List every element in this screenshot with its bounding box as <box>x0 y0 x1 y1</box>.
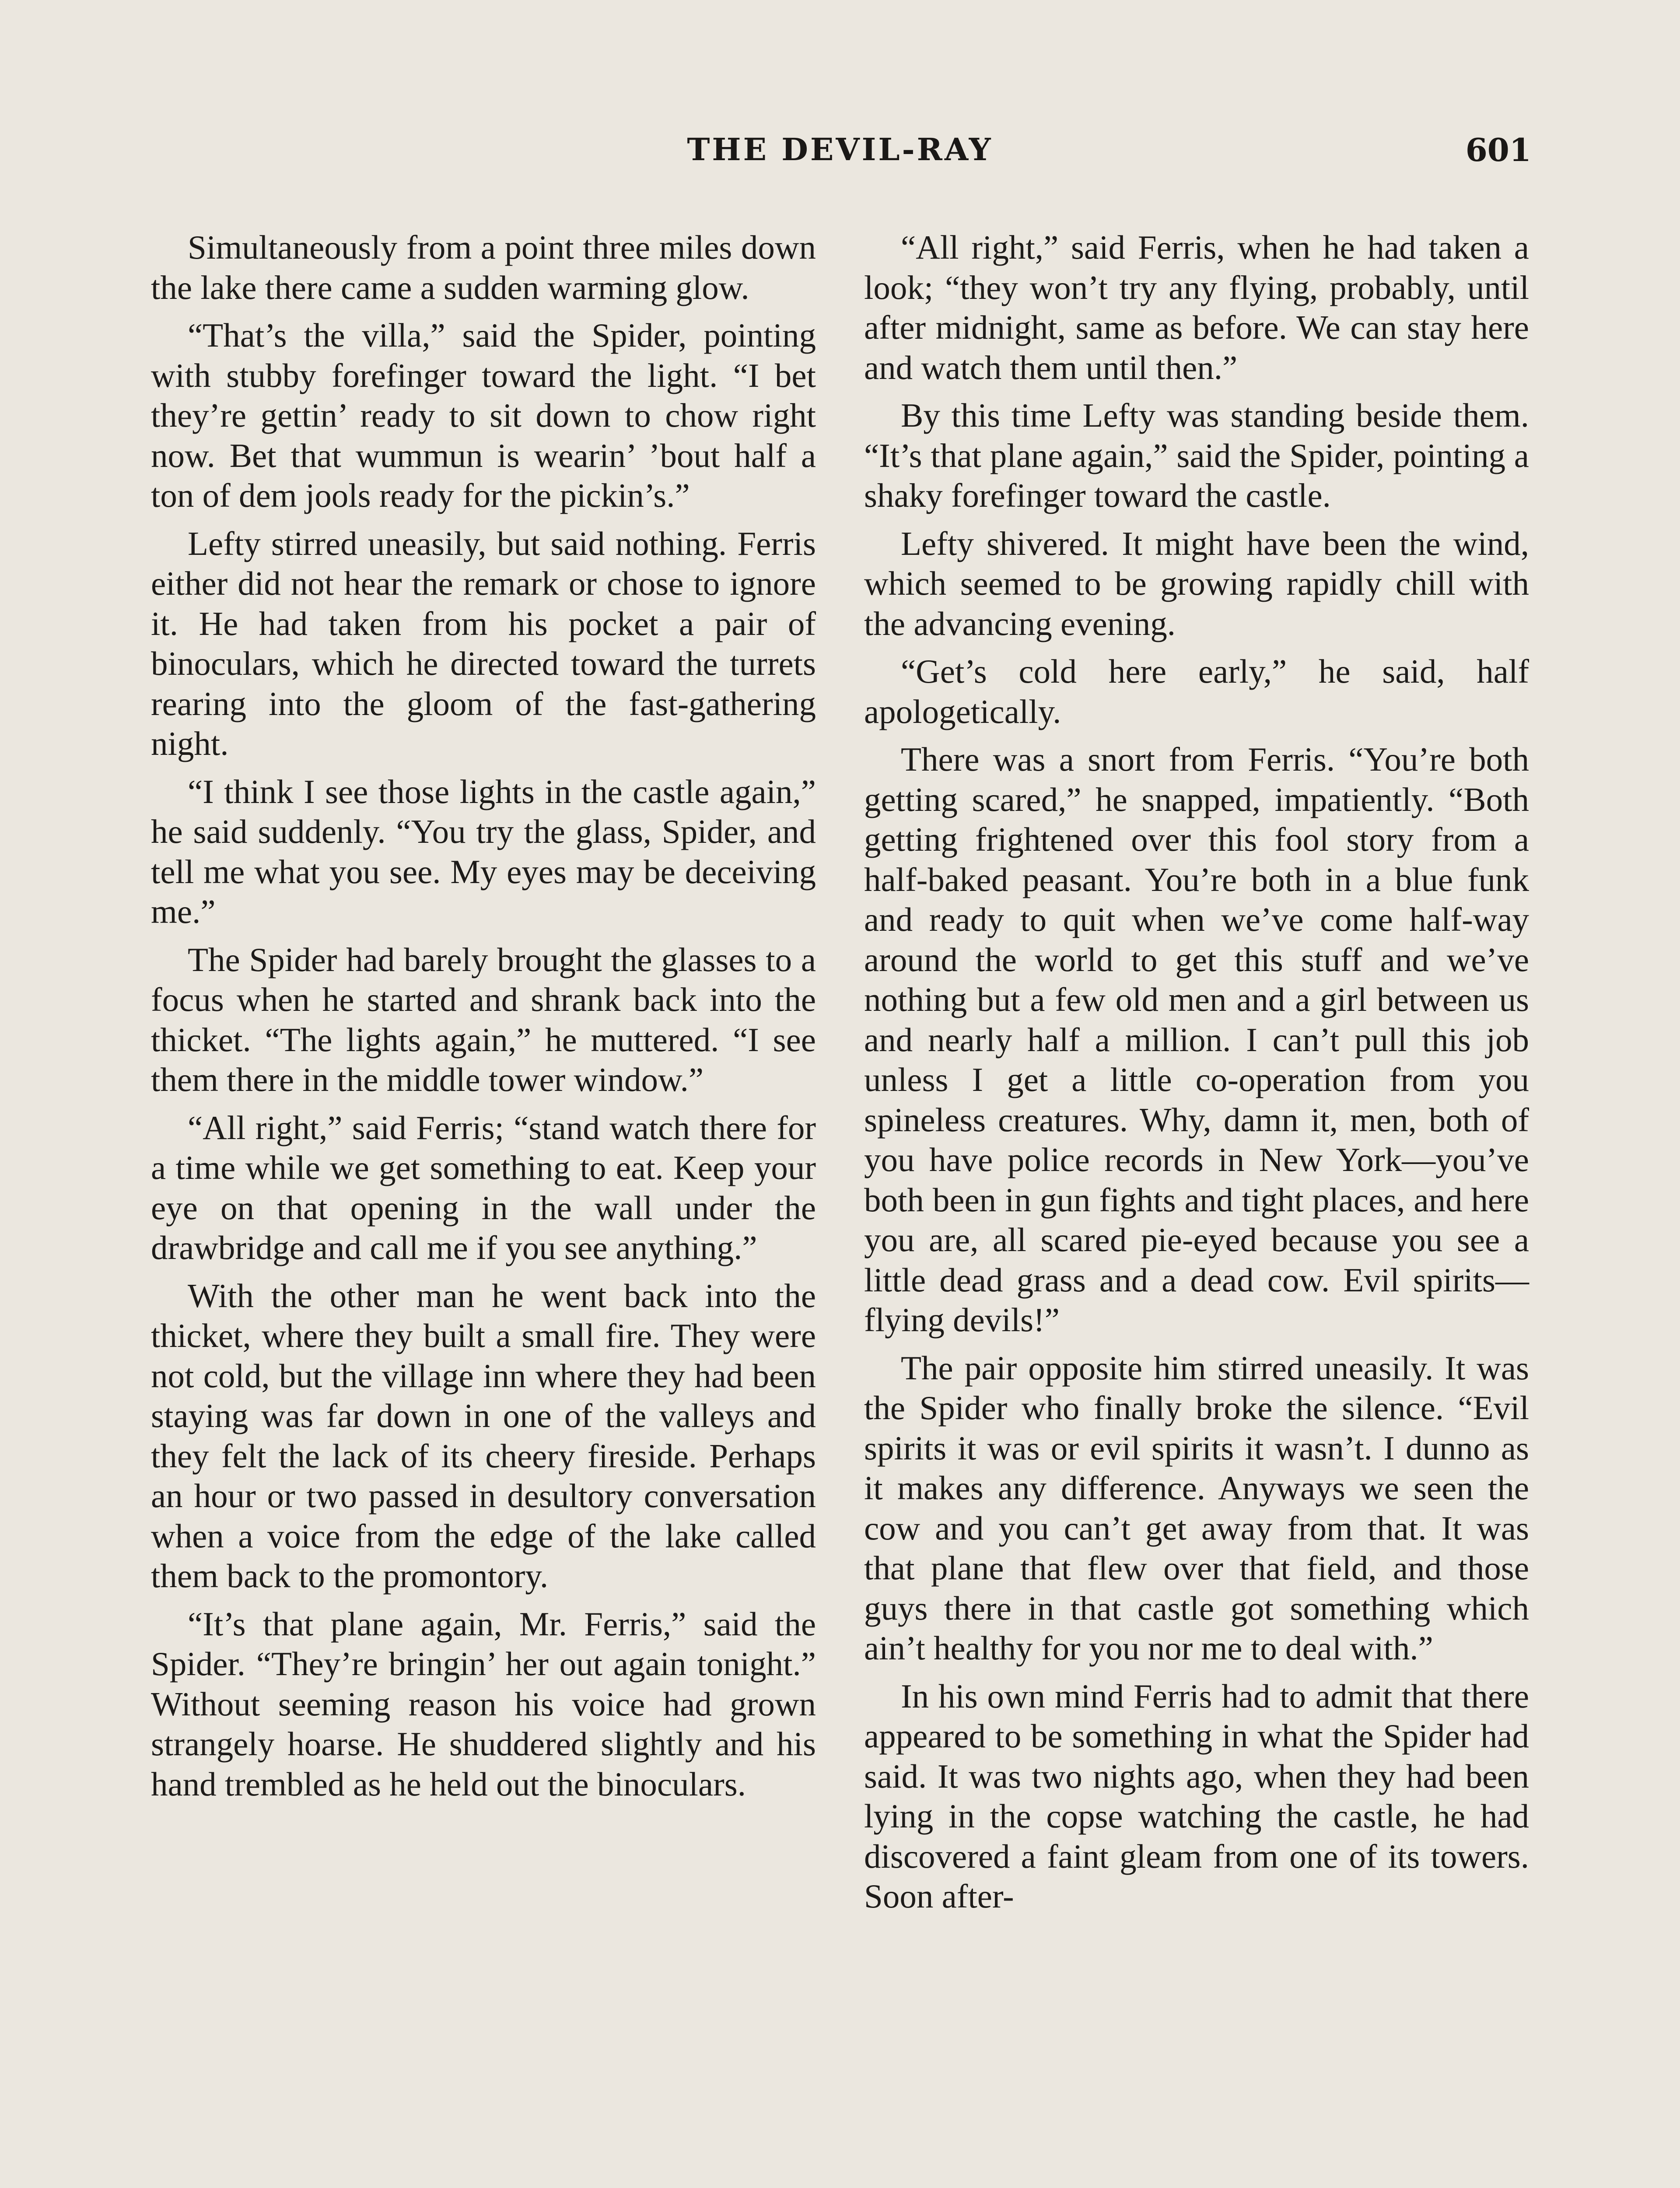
paragraph: With the other man he went back into the thicket, where they built a small fire. They were not cold, but the village inn where they had been staying was far down in one of the valleys and they felt the lack of its cheery fireside. Perhaps an hour or two passed in desultory conversation when a voice from the edge of the lake called them back to the promontory. <box>151 1276 816 1595</box>
paragraph: The Spider had barely brought the glasses to a focus when he started and shrank back into the thicket. “The lights again,” he muttered. “I see them there in the middle tower window.” <box>151 940 816 1098</box>
paragraph: The pair opposite him stirred uneasily. It was the Spider who finally broke the silence. “Evil spirits it was or evil spirits it wasn’t. I dunno as it makes any difference. Anyways we seen the cow and you can’t get away from that. It was that plane that flew over that field, and those guys there in that castle got something which ain’t healthy for you nor me to deal with.” <box>864 1349 1529 1667</box>
paragraph: By this time Lefty was standing beside them. “It’s that plane again,” said the Spider, pointing a shaky forefinger toward the castle. <box>864 396 1529 514</box>
page-header <box>149 131 1531 184</box>
paragraph: “That’s the villa,” said the Spider, pointing with stubby forefinger toward the light. “I bet they’re gettin’ ready to sit down to chow right now. Bet that wummun is wearin’ ’bout half a ton of dem jools ready for the pickin’s.” <box>151 316 816 514</box>
paragraph: “Get’s cold here early,” he said, half apologetically. <box>864 652 1529 730</box>
paragraph: Lefty stirred uneasily, but said nothing. Ferris either did not hear the remark or chose to ignore it. He had taken from his pocket a pair of binoculars, which he directed toward the turrets rearing into the gloom of the fast-gathering night. <box>151 524 816 762</box>
left-column <box>151 228 816 1804</box>
right-column <box>864 228 1529 1917</box>
paragraph: There was a snort from Ferris. “You’re both getting scared,” he snapped, impatiently. “Both getting frightened over this fool story from a half-baked peasant. You’re both in a blue funk and ready to quit when we’ve come half-way around the world to get this stuff and we’ve nothing but a few old men and a girl between us and nearly half a million. I can’t pull this job unless I get a little co-operation from you spineless creatures. Why, damn it, men, both of you have police records in New York—you’ve both been in gun fights and tight places, and here you are, all scared pie-eyed because you see a little dead grass and a dead cow. Evil spirits—flying devils!” <box>864 740 1529 1339</box>
paragraph: “I think I see those lights in the castle again,” he said suddenly. “You try the glass, Spider, and tell me what you see. My eyes may be deceiving me.” <box>151 772 816 930</box>
paragraph: “All right,” said Ferris, when he had taken a look; “they won’t try any flying, probably, until after midnight, same as before. We can stay here and watch them until then.” <box>864 228 1529 386</box>
paragraph: Simultaneously from a point three miles down the lake there came a sudden warming glow. <box>151 228 816 306</box>
paragraph: “All right,” said Ferris; “stand watch there for a time while we get something to eat. Keep your eye on that opening in the wall under the drawbridge and call me if you see anything.” <box>151 1108 816 1266</box>
paragraph: Lefty shivered. It might have been the wind, which seemed to be growing rapidly chill with the advancing evening. <box>864 524 1529 642</box>
paragraph: In his own mind Ferris had to admit that there appeared to be something in what the Spider had said. It was two nights ago, when they had been lying in the copse watching the castle, he had discovered a faint gleam from one of its towers. Soon after- <box>864 1677 1529 1915</box>
paragraph: “It’s that plane again, Mr. Ferris,” said the Spider. “They’re bringin’ her out again tonight.” Without seeming reason his voice had grown strangely hoarse. He shuddered slightly and his hand trembled as he held out the binoculars. <box>151 1605 816 1803</box>
page-number: 601 <box>1465 131 1531 168</box>
running-head: THE DEVIL-RAY <box>687 131 993 168</box>
